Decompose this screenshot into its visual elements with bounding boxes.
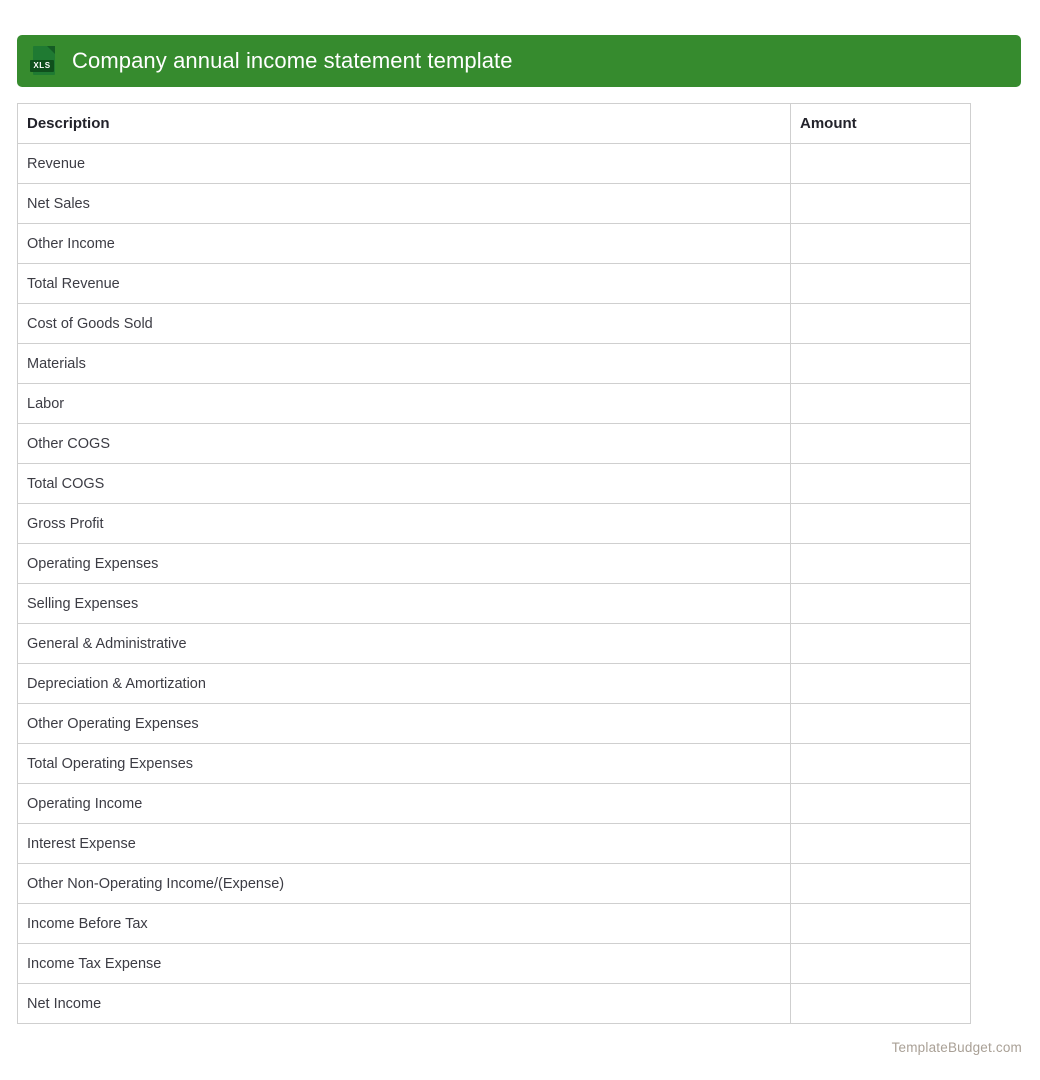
- table-row: [18, 224, 971, 264]
- income-statement-table: [17, 103, 971, 1024]
- row-description-cell: Total Operating Expenses: [18, 744, 791, 784]
- row-amount-cell[interactable]: [791, 464, 971, 504]
- row-description-cell: Net Sales: [18, 184, 791, 224]
- row-amount-cell[interactable]: [791, 864, 971, 904]
- page-title: Company annual income statement template: [72, 48, 513, 73]
- row-amount-cell[interactable]: [791, 744, 971, 784]
- row-amount-cell[interactable]: [791, 224, 971, 264]
- table-row: [18, 304, 971, 344]
- row-amount-cell[interactable]: [791, 584, 971, 624]
- xls-file-icon-label: XLS: [30, 60, 54, 72]
- row-description-cell: Net Income: [18, 984, 791, 1024]
- table-row: [18, 904, 971, 944]
- row-amount-cell[interactable]: [791, 664, 971, 704]
- table-row: [18, 584, 971, 624]
- row-description-cell: Operating Income: [18, 784, 791, 824]
- table-row: [18, 384, 971, 424]
- row-amount-cell[interactable]: [791, 504, 971, 544]
- row-description-cell: Revenue: [18, 144, 791, 184]
- column-header-amount: Amount: [791, 104, 971, 144]
- row-description-cell: Gross Profit: [18, 504, 791, 544]
- footer-attribution: TemplateBudget.com: [891, 1040, 1022, 1055]
- row-description-cell: Interest Expense: [18, 824, 791, 864]
- income-statement-table-wrapper: [17, 103, 970, 1024]
- row-amount-cell[interactable]: [791, 984, 971, 1024]
- row-amount-cell[interactable]: [791, 264, 971, 304]
- row-description-cell: Income Tax Expense: [18, 944, 791, 984]
- table-row: [18, 504, 971, 544]
- row-description-cell: Selling Expenses: [18, 584, 791, 624]
- table-row: [18, 144, 971, 184]
- table-row: [18, 184, 971, 224]
- table-row: [18, 944, 971, 984]
- row-description-cell: Other Operating Expenses: [18, 704, 791, 744]
- row-description-cell: General & Administrative: [18, 624, 791, 664]
- row-amount-cell[interactable]: [791, 344, 971, 384]
- row-amount-cell[interactable]: [791, 704, 971, 744]
- row-amount-cell[interactable]: [791, 784, 971, 824]
- table-row: [18, 624, 971, 664]
- row-amount-cell[interactable]: [791, 144, 971, 184]
- table-row: [18, 464, 971, 504]
- row-amount-cell[interactable]: [791, 944, 971, 984]
- table-row: [18, 864, 971, 904]
- table-row: [18, 984, 971, 1024]
- row-amount-cell[interactable]: [791, 424, 971, 464]
- row-description-cell: Total Revenue: [18, 264, 791, 304]
- table-row: [18, 744, 971, 784]
- table-row: [18, 824, 971, 864]
- table-row: [18, 424, 971, 464]
- row-description-cell: Cost of Goods Sold: [18, 304, 791, 344]
- document-title-bar: [17, 35, 1021, 87]
- table-header-row: [18, 104, 971, 144]
- table-row: [18, 704, 971, 744]
- table-row: [18, 344, 971, 384]
- table-body: [18, 144, 971, 1024]
- row-amount-cell[interactable]: [791, 544, 971, 584]
- row-description-cell: Other COGS: [18, 424, 791, 464]
- row-amount-cell[interactable]: [791, 184, 971, 224]
- table-head: [18, 104, 971, 144]
- row-description-cell: Depreciation & Amortization: [18, 664, 791, 704]
- table-row: [18, 784, 971, 824]
- row-amount-cell[interactable]: [791, 824, 971, 864]
- row-amount-cell[interactable]: [791, 384, 971, 424]
- row-amount-cell[interactable]: [791, 304, 971, 344]
- row-description-cell: Materials: [18, 344, 791, 384]
- table-row: [18, 544, 971, 584]
- column-header-description: Description: [18, 104, 791, 144]
- table-row: [18, 664, 971, 704]
- row-description-cell: Other Income: [18, 224, 791, 264]
- row-description-cell: Operating Expenses: [18, 544, 791, 584]
- row-description-cell: Income Before Tax: [18, 904, 791, 944]
- row-description-cell: Labor: [18, 384, 791, 424]
- row-amount-cell[interactable]: [791, 624, 971, 664]
- table-row: [18, 264, 971, 304]
- row-description-cell: Other Non-Operating Income/(Expense): [18, 864, 791, 904]
- xls-file-icon: [30, 45, 58, 77]
- row-amount-cell[interactable]: [791, 904, 971, 944]
- row-description-cell: Total COGS: [18, 464, 791, 504]
